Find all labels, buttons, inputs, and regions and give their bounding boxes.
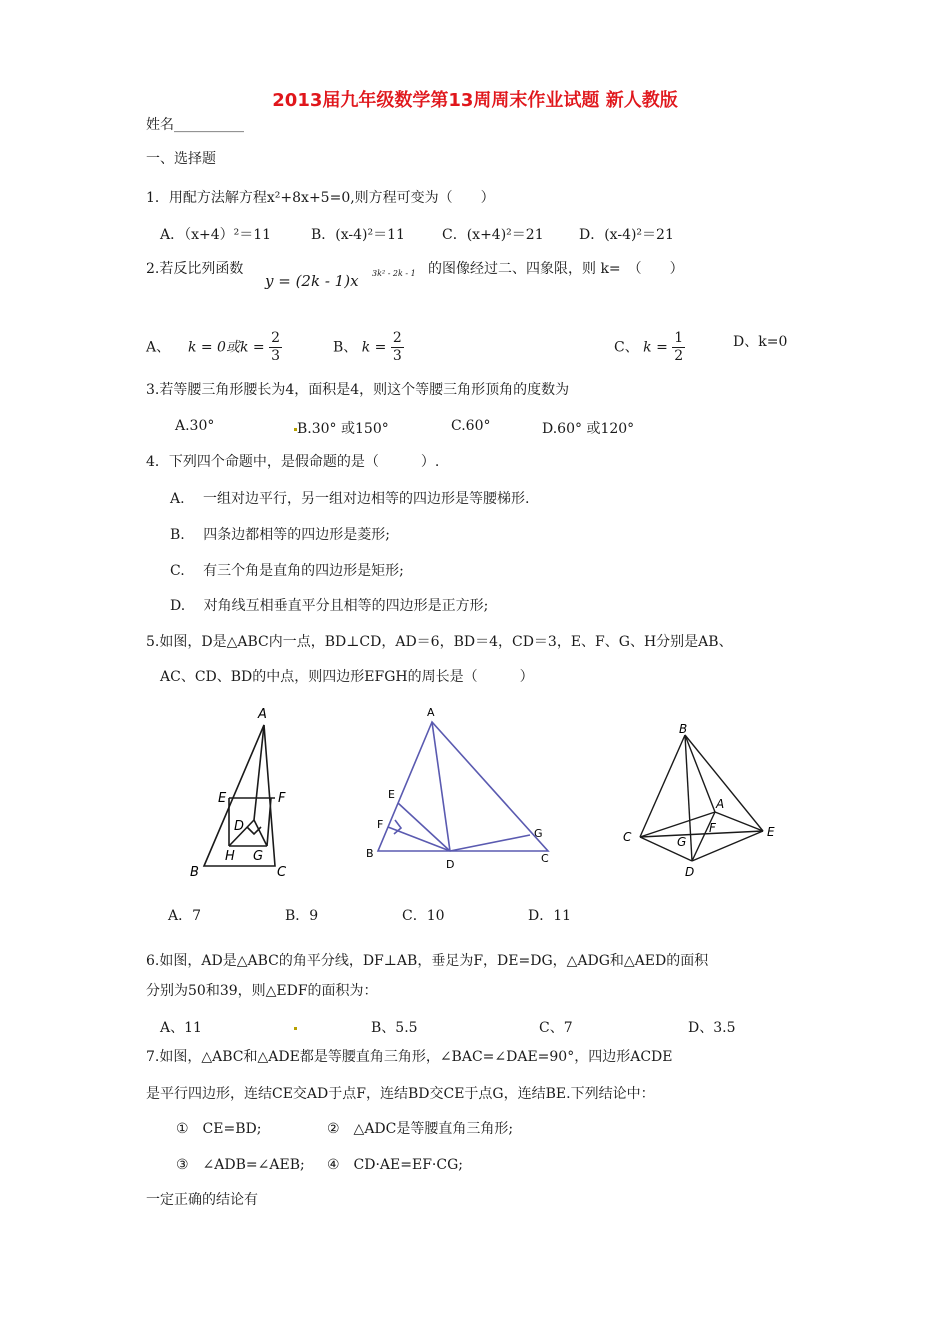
section-heading: 一、选择题 xyxy=(146,151,216,167)
fig1-label-d: D xyxy=(234,819,245,834)
q7-conclusion-2: ② △ADC是等腰直角三角形; xyxy=(327,1121,514,1137)
q5-option-a: A．7 xyxy=(168,908,202,924)
fig3-label-g: G xyxy=(677,835,687,849)
fig1-label-b: B xyxy=(190,865,199,880)
q7-tail: 一定正确的结论有 xyxy=(146,1192,258,1208)
fig2-label-g: G xyxy=(534,827,543,840)
q5-line-1: 5.如图，D是△ABC内一点，BD⊥CD，AD＝6，BD＝4，CD＝3，E、F、G、H分别是AB、 xyxy=(146,634,733,650)
name-line: 姓名__________ xyxy=(146,117,244,133)
figure-2-diagram xyxy=(360,700,560,875)
q5-line-2: AC、CD、BD的中点，则四边形EFGH的周长是（ ） xyxy=(160,669,534,685)
q7-conclusion-4: ④ CD·AE=EF·CG; xyxy=(327,1157,463,1173)
q2-stem-end: 的图像经过二、四象限，则 k= （ ） xyxy=(428,261,684,277)
figure-3-diagram xyxy=(615,715,785,885)
fig2-label-c: C xyxy=(541,852,549,865)
fig2-label-d: D xyxy=(446,858,455,871)
q5-option-d: D．11 xyxy=(528,908,572,924)
q3-stem: 3.若等腰三角形腰长为4，面积是4，则这个等腰三角形顶角的度数为 xyxy=(146,382,570,398)
q7-conclusion-3: ③ ∠ADB=∠AEB; xyxy=(176,1157,305,1173)
q4-stem: 4．下列四个命题中，是假命题的是（ ）. xyxy=(146,454,440,470)
q1-option-a: A．（x+4）²＝11 xyxy=(160,227,272,243)
q2-option-c: C、 k = $\frac{1}{2}$ xyxy=(614,330,684,364)
q2-option-b: B、 k = $\frac{2}{3}$ xyxy=(333,330,402,364)
fig3-label-a: A xyxy=(716,797,725,811)
fig2-label-e: E xyxy=(388,788,395,801)
page-title: 2013届九年级数学第13周周末作业试题 新人教版 xyxy=(272,90,678,111)
q1-option-c: C．(x+4)²＝21 xyxy=(442,227,544,243)
figure-1-diagram xyxy=(185,700,300,885)
q6-line-1: 6.如图，AD是△ABC的角平分线，DF⊥AB，垂足为F，DE=DG，△ADG和△AED的面积 xyxy=(146,953,709,969)
q3-option-c: C.60° xyxy=(451,418,491,434)
q5-option-c: C．10 xyxy=(402,908,445,924)
q4-option-d: D. 对角线互相垂直平分且相等的四边形是正方形; xyxy=(170,598,489,614)
fig2-label-b: B xyxy=(366,847,374,860)
q6-option-b: B、5.5 xyxy=(371,1020,418,1036)
fig3-label-e: E xyxy=(767,825,775,839)
fig2-label-a: A xyxy=(427,706,435,719)
q5-option-b: B．9 xyxy=(285,908,319,924)
fig1-label-g: G xyxy=(253,849,264,864)
q3-option-b: B.30° 或150° xyxy=(297,421,389,437)
q3-option-a: A.30° xyxy=(175,418,215,434)
q6-option-c: C、7 xyxy=(539,1020,573,1036)
q3-option-d: D.60° 或120° xyxy=(542,421,635,437)
fig3-label-f: F xyxy=(709,821,716,835)
q6-option-d: D、3.5 xyxy=(688,1020,736,1036)
fig3-label-b: B xyxy=(679,722,688,736)
fig1-label-c: C xyxy=(277,865,287,880)
stray-dot xyxy=(294,1027,297,1030)
fig3-label-d: D xyxy=(685,865,695,879)
q7-line-2: 是平行四边形，连结CE交AD于点F，连结BD交CE于点G，连结BE.下列结论中： xyxy=(146,1086,655,1102)
fig2-label-f: F xyxy=(377,818,384,831)
q2-option-a: A、 k = 0或k = $\frac{2}{3}$ xyxy=(146,330,280,364)
q2-exponent: 3k² - 2k - 1 xyxy=(372,269,416,278)
fig1-label-a: A xyxy=(258,707,267,722)
fig1-label-f: F xyxy=(278,791,286,806)
q7-conclusion-1: ① CE=BD; xyxy=(176,1121,262,1137)
q4-option-c: C. 有三个角是直角的四边形是矩形; xyxy=(170,563,404,579)
fig1-label-e: E xyxy=(218,791,227,806)
q1-option-b: B．(x-4)²＝11 xyxy=(311,227,405,243)
q1-stem: 1．用配方法解方程x²+8x+5=0,则方程可变为（ ） xyxy=(146,190,495,206)
q7-line-1: 7.如图，△ABC和△ADE都是等腰直角三角形，∠BAC=∠DAE=90°，四边形ACDE xyxy=(146,1049,673,1065)
q2-formula: y = (2k - 1)x xyxy=(265,272,359,290)
q2-option-d: D、k=0 xyxy=(733,334,788,350)
q4-option-a: A. 一组对边平行，另一组对边相等的四边形是等腰梯形. xyxy=(170,491,530,507)
fig3-label-c: C xyxy=(623,830,632,844)
q6-line-2: 分别为50和39，则△EDF的面积为： xyxy=(146,983,378,999)
q4-option-b: B. 四条边都相等的四边形是菱形; xyxy=(170,527,390,543)
q1-option-d: D．(x-4)²＝21 xyxy=(579,227,674,243)
q6-option-a: A、11 xyxy=(160,1020,202,1036)
q2-stem-start: 2.若反比列函数 xyxy=(146,261,244,277)
fig1-label-h: H xyxy=(225,849,235,864)
